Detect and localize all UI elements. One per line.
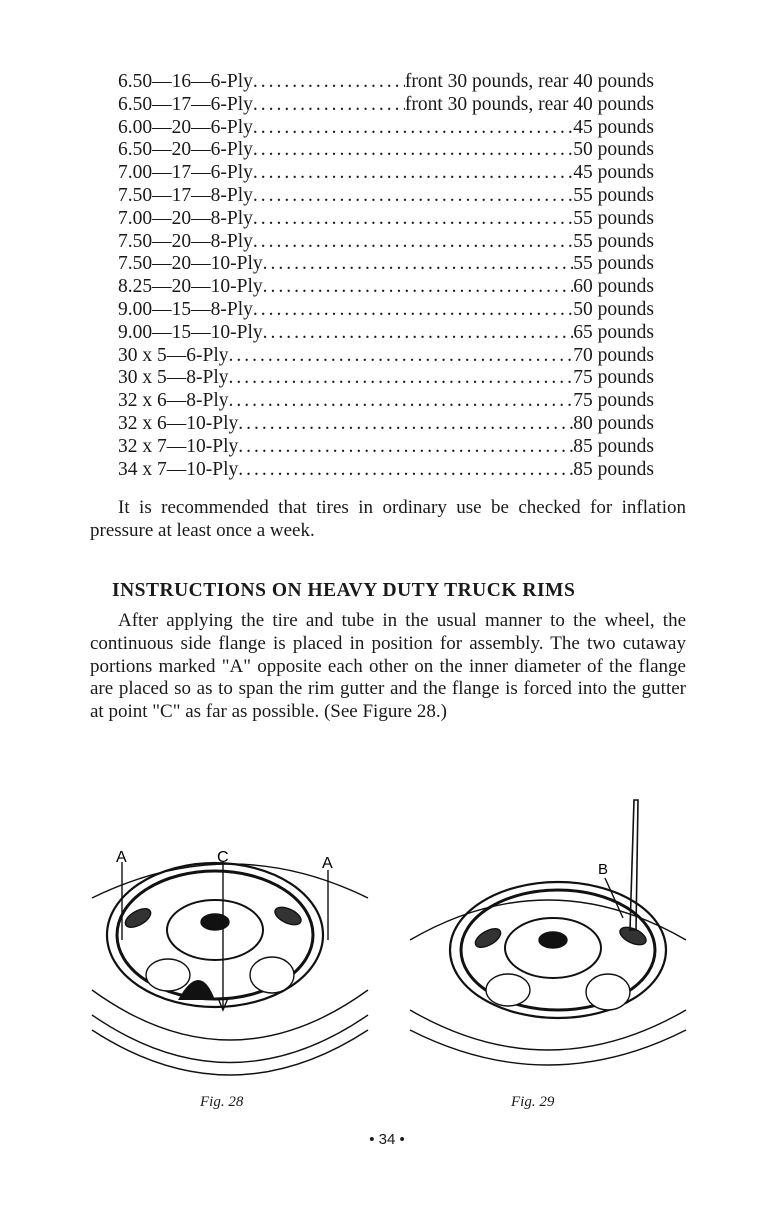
- tire-pressure: 55 pounds: [573, 207, 654, 229]
- tire-size: 30 x 5—8-Ply: [118, 367, 229, 389]
- table-row: [118, 139, 654, 162]
- tire-size: 9.00—15—8-Ply: [118, 298, 253, 320]
- section-body: After applying the tire and tube in the usual manner to the wheel, the continuous side flange is placed in position for assembly. The two cutaway portions marked "A" opposite each other on the inner diameter of the flange are placed so as to span the rim gutter and the flange is forced into the gutter at point "C" as far as possible. (See Figure 28.): [90, 610, 686, 723]
- table-row: [118, 71, 654, 94]
- table-row: [118, 390, 654, 413]
- tire-size: 32 x 6—8-Ply: [118, 390, 229, 412]
- leader-dots: [253, 208, 573, 231]
- table-row: [118, 367, 654, 390]
- figure-29-wheel-illustration: [408, 790, 688, 1080]
- table-row: [118, 322, 654, 345]
- table-row: [118, 436, 654, 459]
- label-b: B: [598, 861, 609, 878]
- leader-dots: [229, 390, 574, 413]
- leader-dots: [263, 276, 574, 299]
- tire-size: 6.50—17—6-Ply: [118, 93, 253, 115]
- table-row: [118, 345, 654, 368]
- table-row: [118, 276, 654, 299]
- leader-dots: [263, 253, 574, 276]
- tire-pressure: 75 pounds: [573, 390, 654, 412]
- leader-dots: [229, 345, 574, 368]
- table-row: [118, 162, 654, 185]
- leader-dots: [253, 71, 405, 94]
- table-row: [118, 253, 654, 276]
- leader-dots: [238, 413, 573, 436]
- tire-pressure: front 30 pounds, rear 40 pounds: [404, 93, 654, 115]
- table-row: [118, 231, 654, 254]
- table-row: [118, 94, 654, 117]
- tire-pressure: 55 pounds: [573, 253, 654, 275]
- tire-size: 34 x 7—10-Ply: [118, 458, 239, 480]
- tire-pressure: 70 pounds: [573, 344, 654, 366]
- leader-dots: [253, 299, 573, 322]
- tire-pressure: 65 pounds: [573, 321, 654, 343]
- tire-size: 6.00—20—6-Ply: [118, 116, 253, 138]
- tire-pressure: 45 pounds: [573, 162, 654, 184]
- tire-size: 32 x 7—10-Ply: [118, 435, 239, 457]
- tire-size: 9.00—15—10-Ply: [118, 321, 263, 343]
- leader-dots: [238, 436, 573, 459]
- tire-size: 8.25—20—10-Ply: [118, 276, 263, 298]
- tire-pressure: 55 pounds: [573, 184, 654, 206]
- tire-size: 7.50—17—8-Ply: [118, 184, 253, 206]
- tire-pressure: 55 pounds: [573, 230, 654, 252]
- tire-pressure: 50 pounds: [573, 139, 654, 161]
- leader-dots: [253, 162, 573, 185]
- leader-dots: [253, 117, 573, 140]
- table-row: [118, 299, 654, 322]
- section-heading: INSTRUCTIONS ON HEAVY DUTY TRUCK RIMS: [112, 580, 576, 601]
- recommendation-paragraph: It is recommended that tires in ordinary use be checked for inflation pressure at least once a week.: [90, 497, 686, 541]
- figure-28-caption: Fig. 28: [200, 1094, 244, 1110]
- label-a-left: A: [116, 849, 127, 866]
- table-row: [118, 185, 654, 208]
- leader-dots: [253, 231, 573, 254]
- tire-pressure: 80 pounds: [573, 412, 654, 434]
- figure-28-wheel-illustration: [90, 840, 370, 1080]
- figure-29-caption: Fig. 29: [511, 1094, 555, 1110]
- leader-dots: [253, 94, 405, 117]
- tire-size: 7.50—20—8-Ply: [118, 230, 253, 252]
- tire-size: 6.50—16—6-Ply: [118, 71, 253, 92]
- table-row: [118, 117, 654, 140]
- tire-pressure: 85 pounds: [573, 458, 654, 480]
- tire-pressure: 75 pounds: [573, 367, 654, 389]
- label-a-right: A: [322, 855, 333, 872]
- tire-size: 30 x 5—6-Ply: [118, 344, 229, 366]
- tire-pressure: 60 pounds: [573, 276, 654, 298]
- leader-dots: [263, 322, 574, 345]
- table-row: [118, 413, 654, 436]
- leader-dots: [253, 185, 573, 208]
- tire-size: 6.50—20—6-Ply: [118, 139, 253, 161]
- leader-dots: [253, 139, 573, 162]
- tire-size: 7.00—20—8-Ply: [118, 207, 253, 229]
- tire-pressure: 85 pounds: [573, 435, 654, 457]
- label-c: C: [217, 849, 229, 866]
- page-number: • 34 •: [369, 1131, 405, 1148]
- tire-pressure-table: [118, 71, 654, 481]
- tire-pressure: 45 pounds: [573, 116, 654, 138]
- leader-dots: [229, 367, 574, 390]
- tire-size: 7.00—17—6-Ply: [118, 162, 253, 184]
- table-row: [118, 208, 654, 231]
- tire-size: 7.50—20—10-Ply: [118, 253, 263, 275]
- tire-size: 32 x 6—10-Ply: [118, 412, 239, 434]
- table-row: [118, 459, 654, 482]
- tire-pressure: 50 pounds: [573, 298, 654, 320]
- tire-pressure: front 30 pounds, rear 40 pounds: [404, 71, 654, 92]
- leader-dots: [238, 459, 573, 482]
